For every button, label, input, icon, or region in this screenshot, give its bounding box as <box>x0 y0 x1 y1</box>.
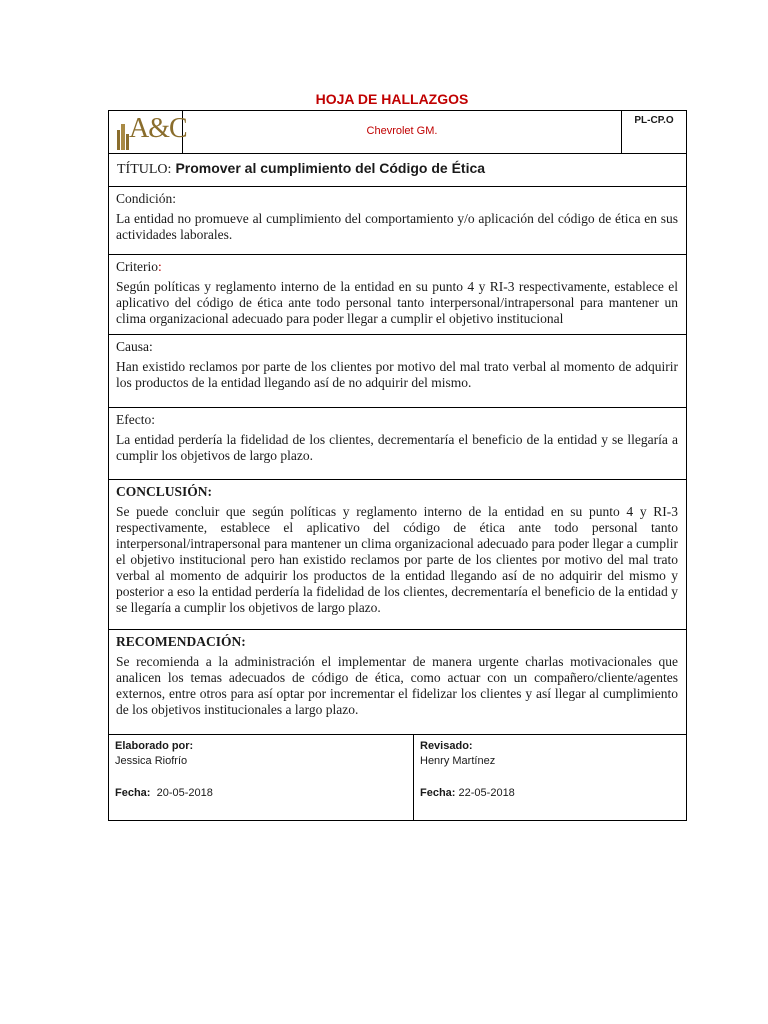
condicion-text: La entidad no promueve al cumplimiento del comportamiento y/o aplicación del código de ética en sus actividades laborales. <box>116 211 678 242</box>
elaborado-date-line <box>115 786 407 801</box>
conclusion-section <box>109 480 686 630</box>
recomendacion-section <box>109 630 686 735</box>
findings-sheet <box>108 110 687 821</box>
recomendacion-label: RECOMENDACIÓN: <box>116 634 246 649</box>
elaborado-date: 20-05-2018 <box>156 787 213 799</box>
elaborado-label: Elaborado por: <box>115 740 194 752</box>
revisado-cell <box>414 735 686 820</box>
titulo-row <box>109 154 686 187</box>
causa-text: Han existido reclamos por parte de los clientes por motivo del mal trato verbal al momento de adquirir los productos de la entidad llegando así de no adquirir del mismo. <box>116 359 678 390</box>
elaborado-name: Jessica Riofrío <box>115 755 188 767</box>
revisado-name: Henry Martínez <box>420 755 496 767</box>
logo-cell <box>109 111 187 153</box>
document-title: HOJA DE HALLAZGOS <box>315 91 469 107</box>
condicion-label: Condición: <box>116 191 176 206</box>
criterio-section <box>109 255 686 335</box>
company-name: Chevrolet GM. <box>183 111 622 153</box>
conclusion-label: CONCLUSIÓN: <box>116 484 213 499</box>
revisado-date-label: Fecha: <box>420 787 456 799</box>
criterio-text: Según políticas y reglamento interno de la entidad en su punto 4 y RI-3 respectivamente, establece el aplicativo del código de ética ante todo personal tanto interpersonal/intrapersonal para mantener un clima organizacional adecuado para poder llegar a cumplir el objetivo institucional <box>116 279 678 326</box>
efecto-section <box>109 408 686 480</box>
revisado-date-line <box>420 786 680 801</box>
condicion-section <box>109 187 686 255</box>
elaborado-cell <box>109 735 414 820</box>
recomendacion-text: Se recomienda a la administración el implementar de manera urgente charlas motivacionales que analicen los temas adecuados de código de ética, como actuar con un compañero/cliente/agentes externos, entre otros para así optar por incrementar el fidelizar los clientes y así llegar al cumplimiento de los objetivos institucionales a largo plazo. <box>116 654 678 717</box>
causa-label: Causa: <box>116 339 153 354</box>
criterio-label: Criterio: <box>116 259 162 274</box>
revisado-label: Revisado: <box>420 740 473 752</box>
titulo-text: Promover al cumplimiento del Código de Ética <box>175 160 486 176</box>
efecto-label: Efecto: <box>116 412 155 427</box>
revisado-date: 22-05-2018 <box>458 787 515 799</box>
elaborado-date-label: Fecha: <box>115 787 151 799</box>
efecto-text: La entidad perdería la fidelidad de los clientes, decrementaría el beneficio de la entidad y se llegaría a cumplir los objetivos de largo plazo. <box>116 432 678 463</box>
conclusion-text: Se puede concluir que según políticas y reglamento interno de la entidad en su punto 4 y RI-3 respectivamente, establece el aplicativo del código de ética ante todo personal tanto interpersonal/intrapersonal para mantener un clima organizacional adecuado para poder llegar a cumplir el objetivo institucional pero han existido reclamos por parte de los clientes por motivo del mal trato verbal al momento de adquirir los productos de la entidad llegando así de no adquirir del mismo y posterior a eso la entidad perdería la fidelidad de los clientes, decrementaría el beneficio de la entidad y se llegaría a cumplir los objetivos de largo plazo. <box>116 504 678 615</box>
causa-section <box>109 335 686 408</box>
header-row <box>109 111 686 154</box>
document-code: PL-CP.O <box>634 115 674 126</box>
company-logo: A&C <box>129 113 187 144</box>
signature-row <box>109 735 686 820</box>
titulo-label: TÍTULO: <box>117 162 172 177</box>
